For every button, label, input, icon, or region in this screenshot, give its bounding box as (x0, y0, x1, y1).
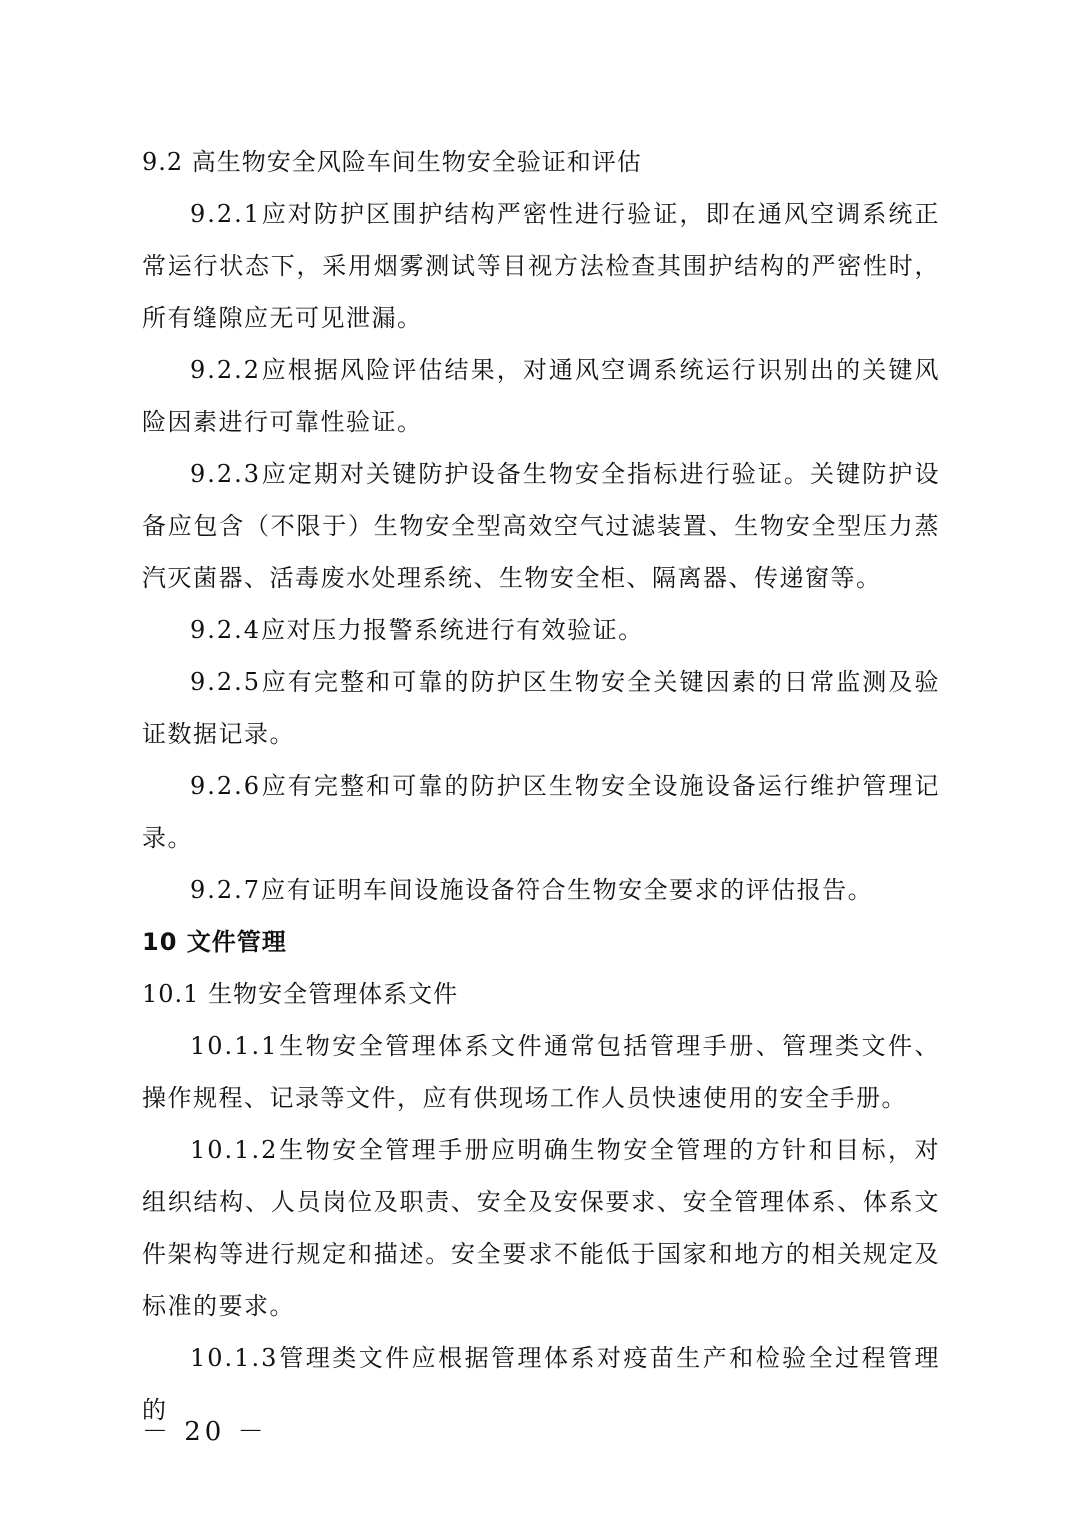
clause-text: 生物安全管理体系文件通常包括管理手册、管理类文件、操作规程、记录等文件，应有供现场工作人员快速使用的安全手册。 (142, 1032, 940, 1112)
clause-text: 应有完整和可靠的防护区生物安全设施设备运行维护管理记录。 (142, 772, 940, 852)
clause-text: 生物安全管理手册应明确生物安全管理的方针和目标，对组织结构、人员岗位及职责、安全及安保要求、安全管理体系、体系文件架构等进行规定和描述。安全要求不能低于国家和地方的相关规定及标准的要求。 (142, 1136, 940, 1320)
clause-number: 9.2.1 (190, 200, 262, 228)
clause-text: 应有完整和可靠的防护区生物安全关键因素的日常监测及验证数据记录。 (142, 668, 940, 748)
clause-9-2-2 (142, 344, 940, 448)
clause-10-1-1 (142, 1020, 940, 1124)
clause-text: 应有证明车间设施设备符合生物安全要求的评估报告。 (261, 876, 874, 904)
clause-text: 应对压力报警系统进行有效验证。 (261, 616, 644, 644)
clause-text: 管理类文件应根据管理体系对疫苗生产和检验全过程管理的 (142, 1344, 940, 1424)
clause-9-2-4 (142, 604, 940, 656)
clause-text: 应根据风险评估结果，对通风空调系统运行识别出的关键风险因素进行可靠性验证。 (142, 356, 940, 436)
clause-9-2-1 (142, 188, 940, 344)
clause-number: 10.1.1 (190, 1032, 279, 1060)
page-number: － 20 － (142, 1417, 268, 1447)
clause-9-2-7 (142, 864, 940, 916)
section-10-1-heading: 10.1 生物安全管理体系文件 (142, 980, 459, 1008)
clause-number: 9.2.2 (190, 356, 262, 384)
clause-number: 9.2.6 (190, 772, 262, 800)
clause-text: 应定期对关键防护设备生物安全指标进行验证。关键防护设备应包含（不限于）生物安全型高效空气过滤装置、生物安全型压力蒸汽灭菌器、活毒废水处理系统、生物安全柜、隔离器、传递窗等。 (142, 460, 940, 592)
clause-9-2-3 (142, 448, 940, 604)
clause-number: 9.2.3 (190, 460, 262, 488)
clause-number: 9.2.5 (190, 668, 262, 696)
clause-text: 应对防护区围护结构严密性进行验证，即在通风空调系统正常运行状态下，采用烟雾测试等目视方法检查其围护结构的严密性时，所有缝隙应无可见泄漏。 (142, 200, 940, 332)
page-content (142, 136, 940, 1436)
clause-number: 10.1.3 (190, 1344, 279, 1372)
clause-9-2-5 (142, 656, 940, 760)
clause-9-2-6 (142, 760, 940, 864)
clause-10-1-2 (142, 1124, 940, 1332)
section-9-2-heading: 9.2 高生物安全风险车间生物安全验证和评估 (142, 148, 642, 176)
clause-number: 9.2.7 (190, 876, 262, 904)
section-10-heading: 10 文件管理 (142, 928, 287, 956)
clause-number: 10.1.2 (190, 1136, 279, 1164)
clause-number: 9.2.4 (190, 616, 262, 644)
